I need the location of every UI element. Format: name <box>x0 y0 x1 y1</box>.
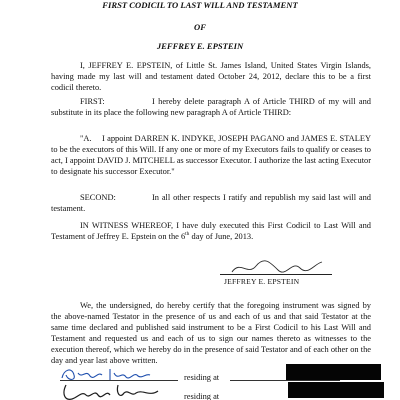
witness-1-address-redaction <box>286 364 381 380</box>
testator-signature-label: JEFFREY E. EPSTEIN <box>224 277 300 286</box>
witness-2-signature <box>58 383 168 400</box>
witness-2-residing-label: residing at <box>184 392 220 400</box>
document-title: FIRST CODICIL TO LAST WILL AND TESTAMENT <box>102 0 298 10</box>
document-of: OF <box>194 22 206 32</box>
witness-1-address-line <box>230 380 340 381</box>
first-label: FIRST: <box>80 97 105 106</box>
quoted-paragraph-a: "A. I appoint DARREN K. INDYKE, JOSEPH PAGANO and JAMES E. STALEY to be the executors of this Will. If any one or more of my Executors fails to qualify or ceases to act, I appoint DAVID J. MITCHELL as successor Executor. I authorize the last acting Executor to designate his successor Executor." <box>51 134 371 176</box>
first-paragraph: FIRST: I hereby delete paragraph A of Article THIRD of my will and substitute in its place the following new paragraph A of Article THIRD: <box>51 97 371 117</box>
witness-1-residing-label: residing at <box>184 373 220 382</box>
witness-1-signature <box>58 363 153 385</box>
witness-whereof-paragraph: IN WITNESS WHEREOF, I have duly executed this First Codicil to Last Will and Testament of Jeffrey E. Epstein on the 6th day of June, 2013. <box>51 221 371 241</box>
witness-1-signature-line <box>60 380 178 381</box>
second-paragraph: SECOND: In all other respects I ratify and republish my said last will and testament. <box>51 193 371 213</box>
witness-2-address-redaction <box>288 382 384 398</box>
attestation-paragraph: We, the undersigned, do hereby certify that the foregoing instrument was signed by the above-named Testator in the presence of us and each of us and that said Testator at the same time declared and published said instrument to be a First Codicil to his Last Will and Testament and requested us and each of us to sign our names thereto as witnesses to the execution thereof, which we hereby do in the presence of said Testator and of each other on the day and year last above written. <box>51 301 371 365</box>
testator-signature-line <box>220 274 332 275</box>
testator-name-heading: JEFFREY E. EPSTEIN <box>156 41 244 51</box>
intro-paragraph: I, JEFFREY E. EPSTEIN, of Little St. James Island, United States Virgin Islands, having made my last will and testament dated October 24, 2012, declare this to be a first codicil thereto. <box>51 61 371 92</box>
quote-label: "A. <box>80 134 92 143</box>
second-label: SECOND: <box>80 193 116 202</box>
